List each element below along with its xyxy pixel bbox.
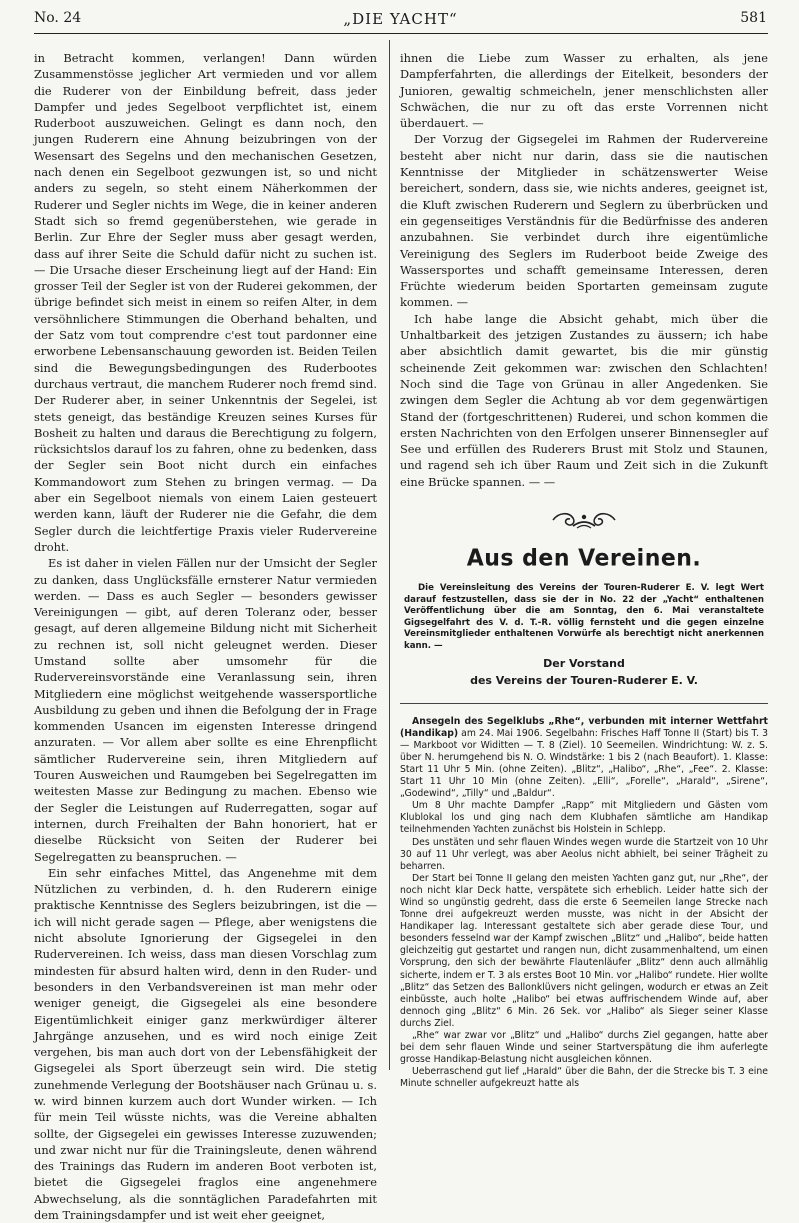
magazine-title: „DIE YACHT“ [343,10,458,28]
report-paragraph-2: Um 8 Uhr machte Dampfer „Rapp“ mit Mitgliedern und Gästen vom Klublokal los und ging nach dem Klubhafen sämtliche am Handikap teilnehmenden Yachten zunächst bis Holstein in Schlepp. [400,800,768,836]
report-paragraph-5: „Rhe“ war zwar vor „Blitz“ und „Halibo“ durchs Ziel gegangen, hatte aber bei dem sehr flauen Winde und seiner Startverspätung die ihm auferlegte grosse Handikap-Belastung nicht ausgleichen können. [400,1030,768,1066]
notice-signature [400,655,768,689]
left-paragraph-1: in Betracht kommen, verlangen! Dann würden Zusammenstösse jeglicher Art vermieden und vor allem die Ruderer von der Einbildung befreit, dass jeder Dampfer und jedes Segelboot verpflichtet ist, einem Ruderboot auszuweichen. Gelingt es dann noch, den jungen Ruderern eine Ahnung beizubringen von der Wesensart des Segelns und den mechanischen Gesetzen, nach denen ein Segelboot gezwungen ist, so und nicht anders zu segeln, so steht einem Näherkommen der Ruderer und Segler nichts im Wege, die in keiner anderen Stadt sich so fremd gegenüberstehen, wie gerade in Berlin. Zur Ehre der Segler muss aber gesagt werden, dass auf ihrer Seite die Schuld dafür nicht zu suchen ist. — Die Ursache dieser Erscheinung liegt auf der Hand: Ein grosser Teil der Segler ist von der Ruderei gekommen, der übrige befindet sich meist in einem so reifen Alter, in dem versöhnlichere Stimmungen die Oberhand behalten, und der Satz vom tout comprendre c'est tout pardonner eine erworbene Lebensanschauung geworden ist. Beiden Teilen sind die Bewegungsbedingungen des Ruderbootes durchaus vertraut, die manchem Ruderer noch fremd sind. Der Ruderer aber, in seiner Unkenntnis der Segelei, ist stets geneigt, das beständige Kreuzen seines Kurses für Bosheit zu halten und daraus die Berechtigung zu folgern, rücksichtslos darauf los zu fahren, ohne zu bedenken, dass der Segler sein Boot nicht durch ein einfaches Kommandowort zum Stehen zu bringen vermag. — Da aber ein Segelboot niemals von einem Laien gesteuert werden kann, läuft der Ruderer nie die Gefahr, die dem Segler durch die leichtfertige Praxis vieler Rudervereine droht. [34,51,377,554]
report-paragraph-3: Des unstäten und sehr flauen Windes wegen wurde die Startzeit von 10 Uhr 30 auf 11 Uhr verlegt, was aber Aeolus nicht abhielt, bei seiner Trägheit zu beharren. [400,836,768,872]
left-paragraph-3: Ein sehr einfaches Mittel, das Angenehme mit dem Nützlichen zu verbinden, d. h. den Ruderern einige praktische Kenntnisse des Seglers beizubringen, ist die — ich will nicht gerade sagen — Pflege, aber wenigstens die nicht absolute Ignorierung der Gigsegelei in den Rudervereinen. Ich weiss, dass man diesen Vorschlag zum mindesten für absurd halten wird, denn in den Ruder- und besonders in den Verbandsvereinen ist man mehr oder weniger geneigt, die Gigsegelei als eine besondere Eigentümlichkeit einiger ganz merkwürdiger älterer Jahrgänge anzusehen, und es wird noch einige Zeit vergehen, bis man auch dort von der Lebensfähigkeit der Gigsegelei als Sport überzeugt sein wird. Die stetig zunehmende Verlegung der Bootshäuser nach Grünau u. s. w. wird binnen kurzem auch dort Wunder wirken. — Ich für mein Teil wüsste nichts, was die Vereine abhalten sollte, der Gigsegelei ein gewisses Interesse zuzuwenden; und zwar nicht nur für die Trainingsleute, denen während des Trainings das Rudern im anderen Boot verboten ist, bietet die Gigsegelei fraglos eine angenehmere Abwechselung, als die sonntäglichen Paradefahrten mit dem Trainingsdampfer und ist weit eher geeignet, [34,865,377,1223]
header-rule [34,33,768,34]
report-paragraph-1 [400,716,768,801]
right-paragraph-3: Ich habe lange die Absicht gehabt, mich über die Unhaltbarkeit des jetzigen Zustandes zu äussern; ich habe aber absichtlich damit gewartet, bis die mir günstig scheinende Zeit gekommen war: zwischen den Schlachten! Noch sind die Tage von Grünau in aller Angedenken. Sie zwingen dem Segler die Achtung ab vor dem gegenwärtigen Stand der (fortgeschrittenen) Ruderei, und schon kommen die ersten Nachrichten von den Erfolgen unserer Binnensegler auf See und erfüllen des Ruderers Brust mit Stolz und Staunen, und ragend seh ich über Raum und Zeit sich in die Zukunft eine Brücke spannen. — — [400,311,768,489]
club-notice: Die Vereinsleitung des Vereins der Touren-Ruderer E. V. legt Wert darauf festzustellen, dass sie der in No. 22 der „Yacht“ enthaltenen Veröffentlichung über die am Sonntag, den 6. Mai veranstaltete Gigsegelfahrt des V. d. T.-R. völlig fernsteht und die gegen einzelne Vereinsmitglieder enthaltenen Vorwürfe als berechtigt nicht anerkennen kann. — [404,583,764,651]
left-paragraph-2: Es ist daher in vielen Fällen nur der Umsicht der Segler zu danken, dass Unglücksfälle ernsterer Natur vermieden werden. — Dass es auch Segler — besonders gewisser Vereinigungen — gibt, auf deren Toleranz oder, besser gesagt, auf deren allgemeine Bildung nicht mit Sicherheit zu rechnen ist, soll nicht geleugnet werden. Dieser Umstand sollte aber umsomehr für die Rudervereinsvorstände eine Veranlassung sein, ihren Mitgliedern eine möglichst weitgehende wassersportliche Ausbildung zu geben und ihnen die Befolgung der in Frage kommenden Usancen im eigensten Interesse dringend anzuraten. — Vor allem aber sollte es eine Ehrenpflicht sämtlicher Rudervereine sein, ihren Mitgliedern auf Touren Ausweichen und Raumgeben bei Segelregatten im weitesten Masse zur Bedingung zu machen. Ebenso wie der Segler die Leistungen auf Ruderregatten, sogar auf internen, durch Freihalten der Bahn honoriert, hat er dieselbe Rücksicht von Seiten der Ruderer bei Segelregatten zu beanspruchen. — [34,556,377,864]
regatta-report [400,716,768,1091]
issue-number: No. 24 [34,10,82,26]
report-heading: Ansegeln des Segelklubs „Rhe“, verbunden mit interner Wettfahrt (Handikap) [400,715,768,739]
page-number: 581 [740,10,767,26]
right-column [400,50,768,1090]
report-paragraph-6: Ueberraschend gut lief „Harald“ über die Bahn, der die Strecke bis T. 3 eine Minute schneller aufgekreuzt hatte als [400,1066,768,1090]
column-divider [389,40,390,1070]
signature-line-1: Der Vorstand [543,656,625,670]
page-header [34,10,767,30]
section-title: Aus den Vereinen. [466,545,702,572]
left-column [34,50,377,1223]
signature-line-2: des Vereins der Touren-Ruderer E. V. [470,673,698,687]
notice-divider [400,703,768,704]
right-paragraph-2: Der Vorzug der Gigsegelei im Rahmen der Rudervereine besteht aber nicht nur darin, dass sie die nautischen Kenntnisse der Mitglieder in schätzenswerter Weise bereichert, sondern, dass sie, wie nichts anderes, geeignet ist, die Kluft zwischen Ruderern und Seglern zu überbrücken und ein gegenseitiges Verständnis für die Bedürfnisse des anderen anzubahnen. Sie verbindet durch ihre eigentümliche Vereinigung des Seglers im Ruderboot beide Zweige des Wassersportes und schafft gemeinsame Interessen, deren Früchte wiederum beiden Sportarten gemeinsam zugute kommen. — [400,132,768,310]
report-lead: am 24. Mai 1906. Segelbahn: Frisches Haff Tonne II (Start) bis T. 3 — Markboot vor Widitten — T. 8 (Ziel). 10 Seemeilen. Windrichtung: W. z. S. über N. herumgehend bis N. O. Windstärke: 1 bis 2 (nach Beaufort). 1. Klasse: Start 11 Uhr 5 Min. (ohne Zeiten). „Blitz“, „Halibo“, „Rhe“, „Fee“. 2. Klasse: Start 11 Uhr 10 Min (ohne Zeiten). „Elli“, „Forelle“, „Harald“, „Sirene“, „Godewind“, „Tilly“ und „Baldur“. [400,727,768,800]
right-paragraph-1: ihnen die Liebe zum Wasser zu erhalten, als jene Dampferfahrten, die allerdings der Eitelkeit, besonders der Junioren, gewaltig schmeicheln, jener menschlichsten aller Schwächen, die nur zu oft das erste Vorrennen nicht überdauert. — [400,51,768,131]
scroll-ornament-icon [549,508,619,532]
report-paragraph-4: Der Start bei Tonne II gelang den meisten Yachten ganz gut, nur „Rhe“, der noch nicht klar Deck hatte, verspätete sich erheblich. Leider hatte sich der Wind so ungünstig gedreht, dass die erste 6 Seemeilen lange Strecke nach Tonne drei aufgekreuzt werden musste, was nicht in der Absicht der Handikaper lag. Interessant gestaltete sich aber gerade diese Tour, und besonders fesselnd war der Kampf zwischen „Blitz“ und „Halibo“, beide hatten gleichzeitig gut gestartet und rangen nun, dicht zusammenhaltend, um einen Vorsprung, den sich der bewährte Flautenläufer „Blitz“ denn auch allmählig sicherte, indem er T. 3 als erstes Boot 10 Min. vor „Halibo“ rundete. Hier wollte „Blitz“ das Setzen des Ballonklüvers nicht gelingen, wodurch er etwas an Zeit einbüsste, auch holte „Halibo“ bei etwas auffrischendem Winde auf, aber dennoch ging „Blitz“ 6 Min. 26 Sek. vor „Halibo“ als Sieger seiner Klasse durchs Ziel. [400,872,768,1029]
